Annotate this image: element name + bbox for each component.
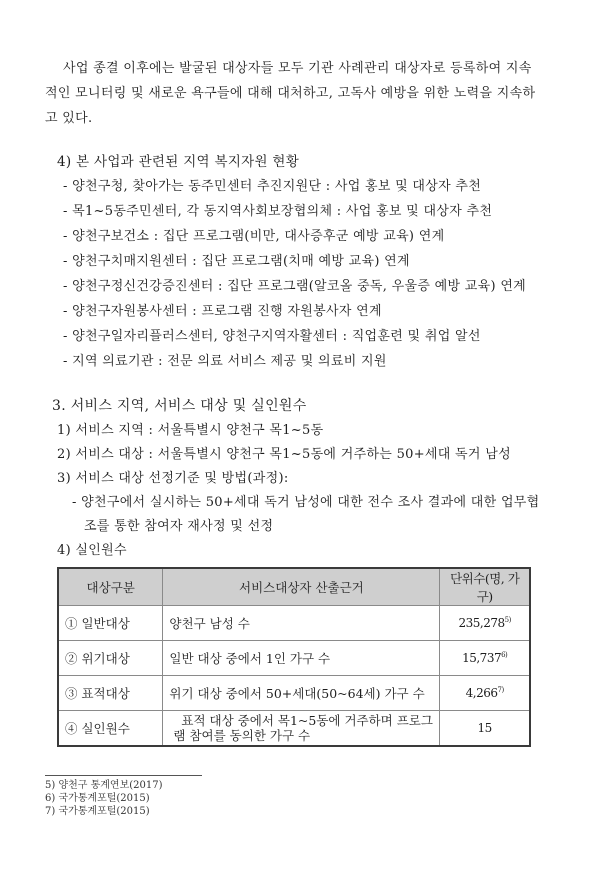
cell-type: ② 위기대상 <box>58 641 163 676</box>
resource-item: - 양천구치매지원센터 : 집단 프로그램(치매 예방 교육) 연계 <box>63 254 410 269</box>
table-row <box>58 641 530 676</box>
footnote-7: 7) 국가통계포털(2015) <box>45 806 150 817</box>
resource-item: - 목1~5동주민센터, 각 동지역사회보장협의체 : 사업 홍보 및 대상자 추천 <box>63 204 493 219</box>
count-value: 15 <box>477 721 492 735</box>
criteria-line-1: - 양천구에서 실시하는 50+세대 독거 남성에 대한 전수 조사 결과에 대한 업무협 <box>72 495 540 510</box>
count-value: 4,266 <box>465 686 498 700</box>
cell-basis: 일반 대상 중에서 1인 가구 수 <box>163 641 440 676</box>
footnote-5: 5) 양천구 통계연보(2017) <box>45 780 163 791</box>
cell-type: ③ 표적대상 <box>58 676 163 711</box>
header-target-type: 대상구분 <box>58 568 163 606</box>
resources-heading: 4) 본 사업과 관련된 지역 복지자원 현황 <box>57 154 300 170</box>
criteria-heading: 3) 서비스 대상 선정기준 및 방법(과정): <box>57 471 289 486</box>
footnote-ref: 6) <box>501 651 508 659</box>
footnote-ref: 7) <box>497 686 504 694</box>
resource-item: - 양천구청, 찾아가는 동주민센터 추진지원단 : 사업 홍보 및 대상자 추천 <box>63 179 482 194</box>
table-row <box>58 606 530 641</box>
footnote-divider <box>45 775 202 776</box>
intro-line-2: 적인 모니터링 및 새로운 욕구들에 대해 대처하고, 고독사 예방을 위한 노력을 지속하 <box>45 86 536 101</box>
resource-item: - 양천구일자리플러스센터, 양천구지역자활센터 : 직업훈련 및 취업 알선 <box>63 329 481 344</box>
cell-count <box>440 711 530 747</box>
intro-line-1: 사업 종결 이후에는 발굴된 대상자들 모두 기관 사례관리 대상자로 등록하여 지속 <box>63 61 532 76</box>
header-unit-count: 단위수(명, 가구) <box>440 568 530 606</box>
count-value: 15,737 <box>462 651 502 665</box>
cell-type: ① 일반대상 <box>58 606 163 641</box>
cell-type: ④ 실인원수 <box>58 711 163 747</box>
cell-count <box>440 676 530 711</box>
participant-count-table <box>57 567 531 747</box>
cell-count <box>440 641 530 676</box>
basis-line-2: 램 참여를 동의한 가구 수 <box>173 728 311 743</box>
table-row <box>58 676 530 711</box>
criteria-line-2: 조를 통한 참여자 재사정 및 선정 <box>84 519 274 534</box>
table-header-row <box>58 568 530 606</box>
cell-basis: 양천구 남성 수 <box>163 606 440 641</box>
resource-item: - 지역 의료기관 : 전문 의료 서비스 제공 및 의료비 지원 <box>63 354 387 369</box>
intro-line-3: 고 있다. <box>45 111 93 126</box>
resource-item: - 양천구정신건강증진센터 : 집단 프로그램(알코올 중독, 우울증 예방 교육) 연계 <box>63 279 527 294</box>
cell-basis <box>163 711 440 747</box>
cell-basis: 위기 대상 중에서 50+세대(50~64세) 가구 수 <box>163 676 440 711</box>
resource-item: - 양천구보건소 : 집단 프로그램(비만, 대사증후군 예방 교육) 연계 <box>63 229 445 244</box>
count-value: 235,278 <box>458 616 505 630</box>
footnote-ref: 5) <box>504 616 511 624</box>
service-target: 2) 서비스 대상 : 서울특별시 양천구 목1~5동에 거주하는 50+세대 독거 남성 <box>57 447 511 462</box>
basis-line-1: 표적 대상 중에서 목1~5동에 거주하며 프로그 <box>181 713 433 728</box>
footnote-6: 6) 국가통계포털(2015) <box>45 793 150 804</box>
count-heading: 4) 실인원수 <box>57 543 127 558</box>
service-area: 1) 서비스 지역 : 서울특별시 양천구 목1~5동 <box>57 423 324 438</box>
resource-item: - 양천구자원봉사센터 : 프로그램 진행 자원봉사자 연계 <box>63 304 382 319</box>
section-title: 3. 서비스 지역, 서비스 대상 및 실인원수 <box>52 398 307 414</box>
header-basis: 서비스대상자 산출근거 <box>163 568 440 606</box>
cell-count <box>440 606 530 641</box>
table-row <box>58 711 530 747</box>
